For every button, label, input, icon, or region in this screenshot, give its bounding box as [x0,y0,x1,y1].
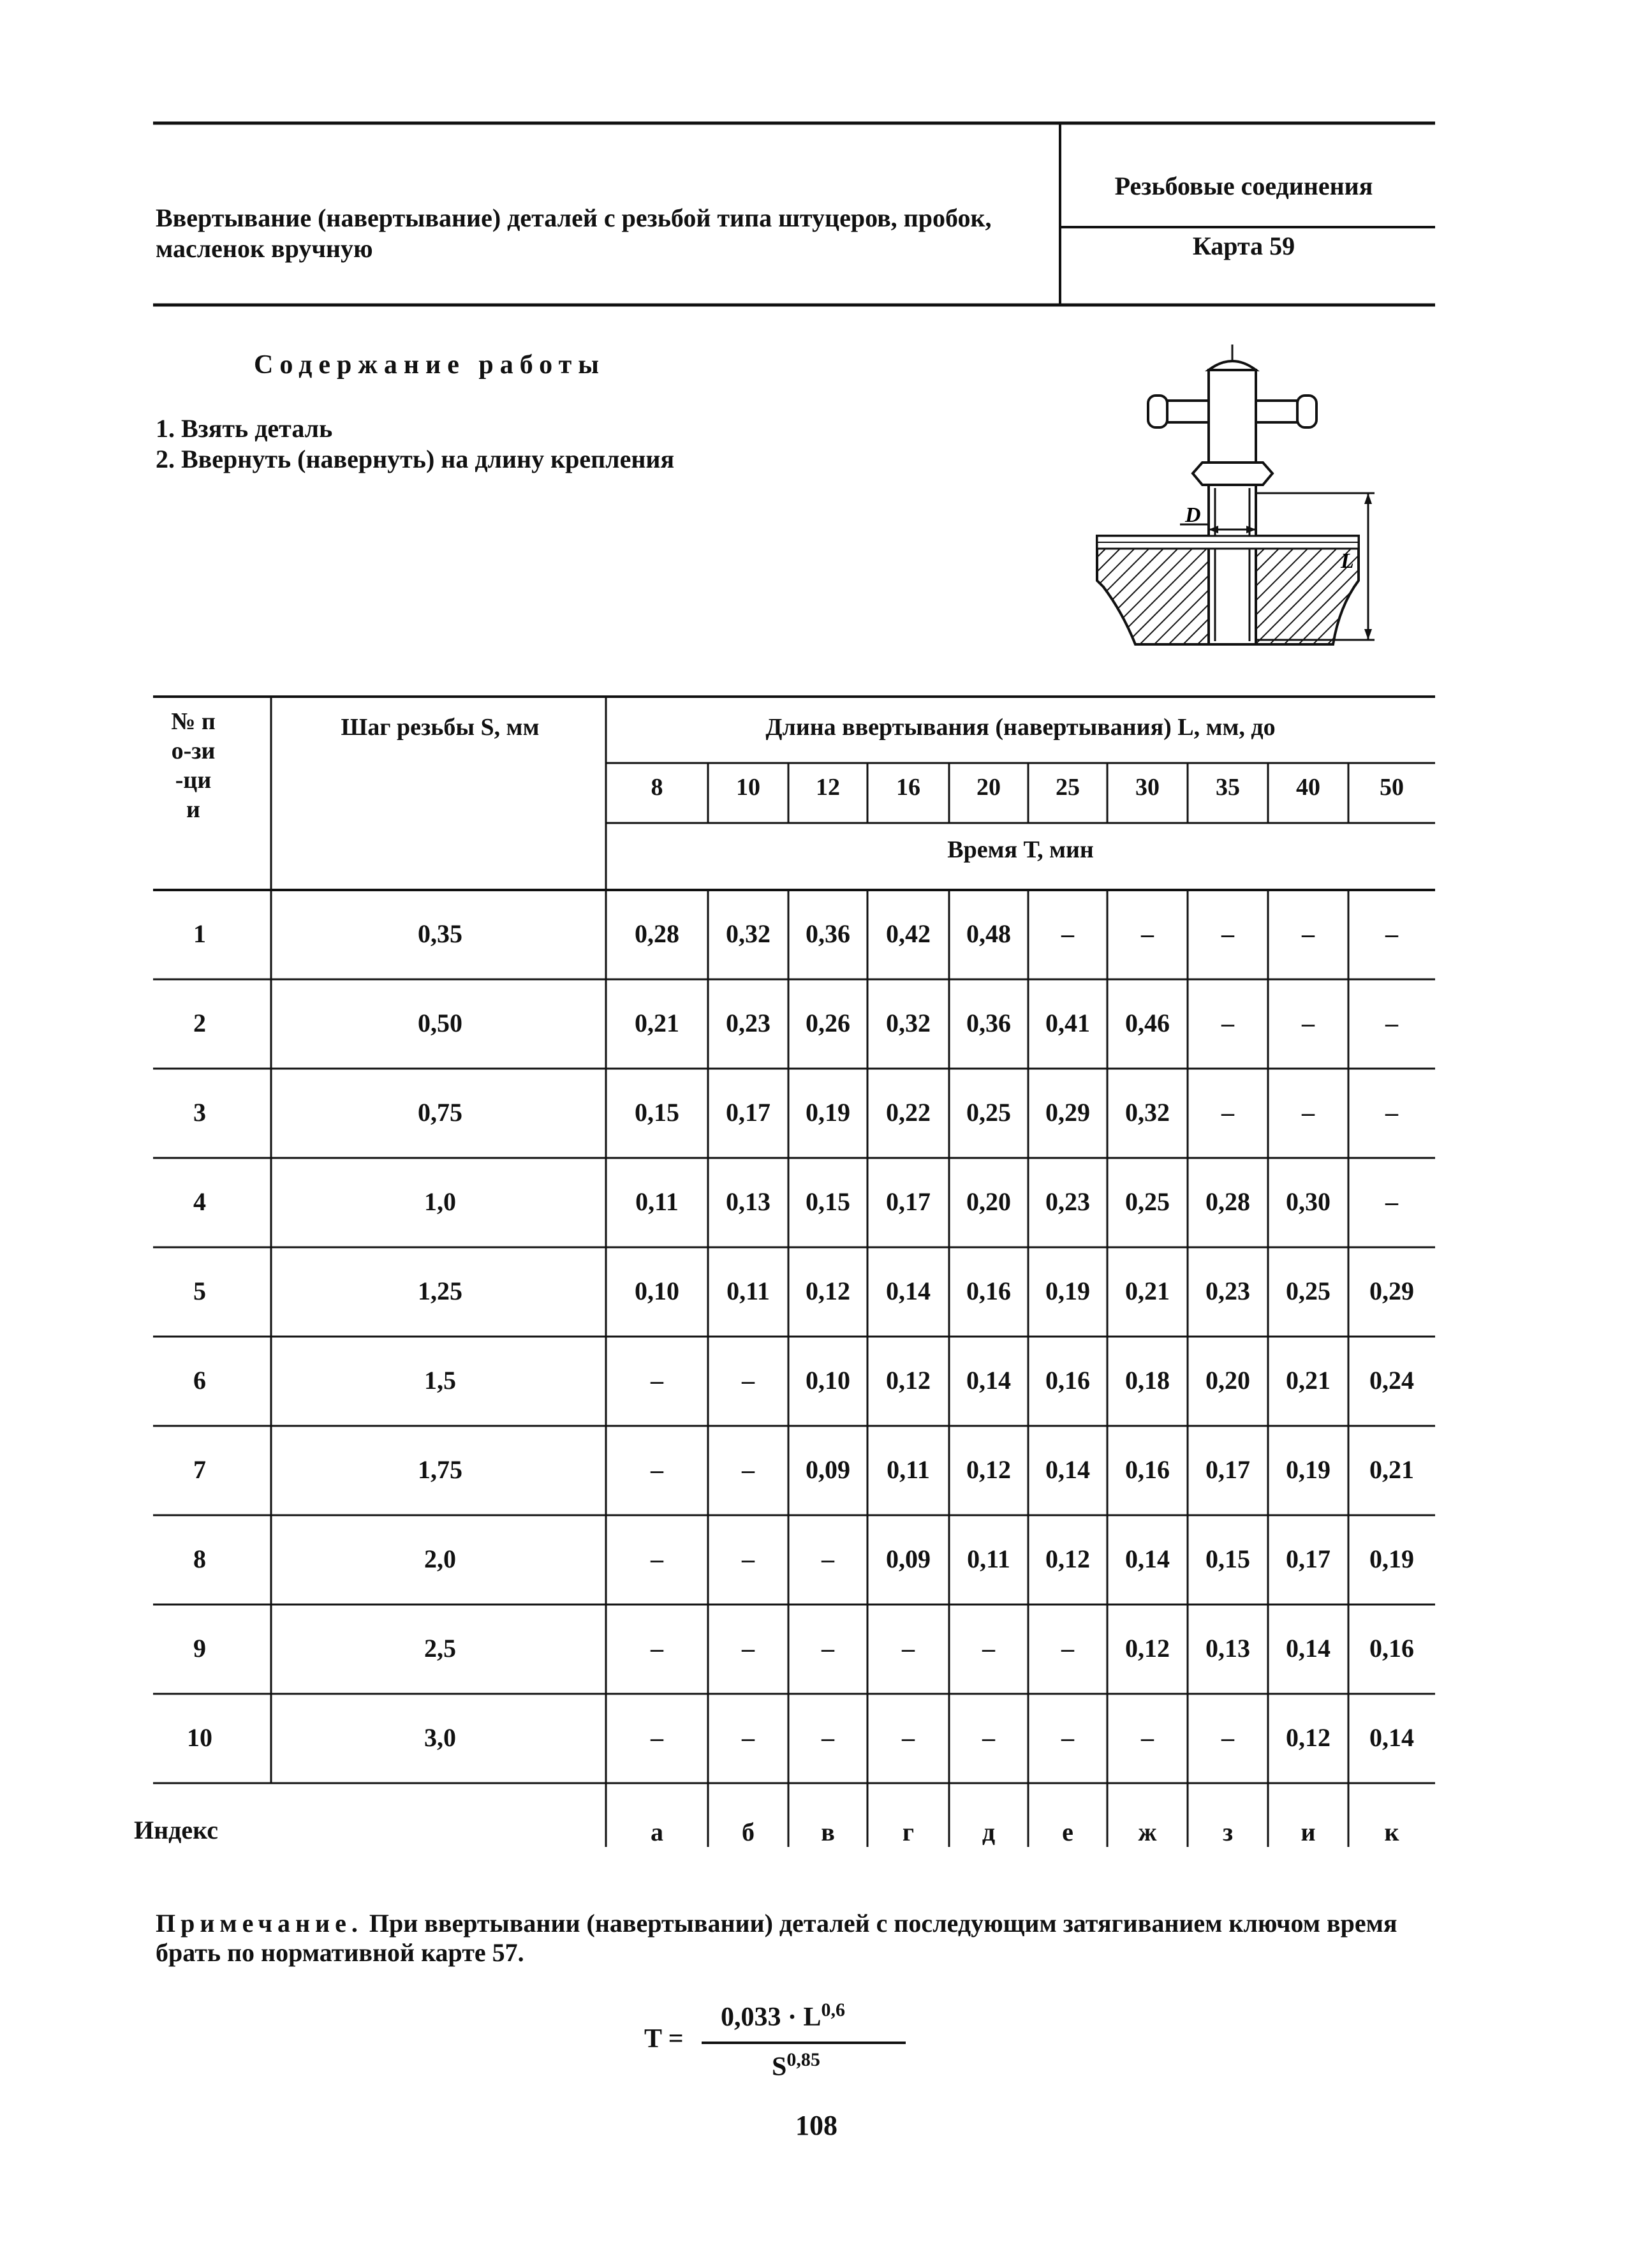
time-cell: 0,32 [1125,1098,1170,1127]
time-cell: – [742,1723,755,1752]
note-text: При ввертывании (навертывании) деталей с последующим затягиванием ключом время брать по нормативной карте 57. [156,1909,1397,1967]
work-step: 1. Взять деталь [156,414,333,443]
time-cell: 0,12 [886,1366,931,1395]
time-label: Время Т, мин [947,836,1094,863]
time-cell: 0,18 [1125,1366,1170,1395]
work-step: 2. Ввернуть (навернуть) на длину крепления [156,445,675,473]
index-label: Индекс [134,1816,218,1844]
time-cell: – [1385,1009,1398,1037]
time-cell: 0,10 [806,1366,850,1395]
time-cell: – [1221,1009,1234,1037]
index-cell: к [1384,1818,1399,1846]
dimension-d-label: D [1185,503,1201,527]
time-cell: 0,17 [1205,1455,1250,1484]
time-cell: 0,09 [806,1455,850,1484]
time-cell: 0,12 [966,1455,1011,1484]
time-cell: 0,11 [726,1277,770,1305]
card-number: Карта 59 [1192,232,1295,260]
time-cell: – [1385,1098,1398,1127]
time-cell: 0,14 [1045,1455,1090,1484]
length-header-cell: 50 [1380,774,1404,801]
time-cell: 0,20 [966,1187,1011,1216]
time-cell: – [1141,919,1154,948]
col-position-header: № по-зи-ции [171,708,216,823]
time-cell: – [742,1455,755,1484]
time-cell: 0,22 [886,1098,931,1127]
length-header-cell: 40 [1296,774,1320,801]
formula-lhs: T = [644,2024,684,2054]
time-cell: 0,42 [886,919,931,948]
row-position: 10 [187,1723,212,1752]
formula-numerator: 0,033 · L$^{0,6}$ [721,1999,846,2032]
time-cell: 0,48 [966,919,1011,948]
row-thread-step: 2,5 [424,1634,456,1663]
time-cell: 0,29 [1045,1098,1090,1127]
time-cell: 0,12 [806,1277,850,1305]
length-header-cell: 35 [1216,774,1240,801]
time-cell: 0,46 [1125,1009,1170,1037]
time-cell: 0,23 [726,1009,770,1037]
row-thread-step: 1,75 [418,1455,462,1484]
row-position: 7 [193,1455,206,1484]
row-thread-step: 0,75 [418,1098,462,1127]
time-cell: 0,41 [1045,1009,1090,1037]
time-cell: 0,16 [966,1277,1011,1305]
time-cell: – [1061,1634,1074,1663]
dimension-l-label: L [1341,549,1354,573]
index-cell: б [742,1818,755,1846]
time-cell: 0,11 [635,1187,679,1216]
time-cell: – [982,1723,995,1752]
index-cell: е [1062,1818,1073,1846]
time-cell: 0,12 [1125,1634,1170,1663]
time-cell: – [902,1723,915,1752]
row-position: 8 [193,1545,206,1573]
time-cell: 0,19 [1286,1455,1330,1484]
time-cell: 0,20 [1205,1366,1250,1395]
time-cell: 0,14 [966,1366,1011,1395]
time-cell: 0,14 [1125,1545,1170,1573]
row-position: 6 [193,1366,206,1395]
time-cell: – [1221,1098,1234,1127]
index-cell: ж [1138,1818,1157,1846]
row-position: 5 [193,1277,206,1305]
card-title: Ввертывание (навертывание) деталей с резьбой типа штуцеров, пробок, масленок вручную [156,204,992,263]
time-cell: – [902,1634,915,1663]
time-cell: 0,36 [966,1009,1011,1037]
index-cell: д [982,1818,996,1846]
time-cell: 0,15 [1205,1545,1250,1573]
time-cell: – [651,1723,663,1752]
time-cell: 0,11 [967,1545,1010,1573]
length-header-cell: 12 [816,774,840,801]
index-cell: г [902,1818,915,1846]
time-cell: 0,21 [1369,1455,1414,1484]
time-cell: 0,28 [635,919,679,948]
time-cell: 0,25 [1125,1187,1170,1216]
time-cell: – [1061,1723,1074,1752]
time-cell: 0,32 [886,1009,931,1037]
time-cell: – [742,1366,755,1395]
page-number: 108 [795,2110,837,2141]
row-thread-step: 3,0 [424,1723,456,1752]
formula-denominator: S$^{0,85}$ [772,2049,820,2082]
row-position: 2 [193,1009,206,1037]
time-cell: – [1302,919,1315,948]
time-cell: 0,14 [1369,1723,1414,1752]
time-cell: – [651,1455,663,1484]
row-thread-step: 1,0 [424,1187,456,1216]
length-header-cell: 20 [977,774,1001,801]
row-position: 9 [193,1634,206,1663]
row-position: 4 [193,1187,206,1216]
length-header-cell: 30 [1135,774,1160,801]
time-cell: 0,09 [886,1545,931,1573]
time-cell: 0,21 [1125,1277,1170,1305]
index-cell: и [1301,1818,1316,1846]
length-header-cell: 10 [736,774,760,801]
time-cell: 0,11 [887,1455,930,1484]
time-cell: 0,16 [1369,1634,1414,1663]
time-cell: 0,25 [1286,1277,1330,1305]
time-cell: 0,21 [635,1009,679,1037]
time-cell: 0,19 [806,1098,850,1127]
card-category: Резьбовые соединения [1114,172,1373,200]
time-cell: – [1302,1009,1315,1037]
time-cell: – [742,1545,755,1573]
time-cell: 0,13 [1205,1634,1250,1663]
time-cell: 0,12 [1286,1723,1330,1752]
time-cell: – [822,1545,834,1573]
time-cell: – [822,1634,834,1663]
time-cell: 0,12 [1045,1545,1090,1573]
time-cell: – [1221,1723,1234,1752]
time-cell: – [1385,919,1398,948]
fraction-bar [702,2042,906,2044]
time-cell: 0,26 [806,1009,850,1037]
length-header-cell: 25 [1056,774,1080,801]
row-thread-step: 1,5 [424,1366,456,1395]
index-cell: а [651,1818,663,1846]
time-cell: 0,17 [886,1187,931,1216]
row-thread-step: 0,50 [418,1009,462,1037]
time-cell: – [1385,1187,1398,1216]
time-cell: 0,10 [635,1277,679,1305]
col-length-header: Длина ввертывания (навертывания) L, мм, до [765,714,1276,741]
time-cell: 0,36 [806,919,850,948]
note-label: Примечание. [156,1909,363,1938]
time-cell: 0,14 [1286,1634,1330,1663]
index-cell: з [1222,1818,1234,1846]
time-cell: 0,32 [726,919,770,948]
time-cell: 0,24 [1369,1366,1414,1395]
time-cell: 0,19 [1045,1277,1090,1305]
time-cell: 0,16 [1045,1366,1090,1395]
time-cell: – [651,1545,663,1573]
row-position: 1 [193,919,206,948]
row-thread-step: 0,35 [418,919,462,948]
time-cell: 0,15 [635,1098,679,1127]
formula [644,1992,925,2087]
time-cell: – [822,1723,834,1752]
time-cell: – [1141,1723,1154,1752]
length-header-cell: 16 [896,774,920,801]
time-cell: 0,16 [1125,1455,1170,1484]
time-cell: 0,19 [1369,1545,1414,1573]
note [156,1909,1431,1968]
time-cell: 0,29 [1369,1277,1414,1305]
length-header-cell: 8 [651,774,663,801]
time-cell: – [1221,919,1234,948]
time-cell: – [982,1634,995,1663]
time-cell: – [1061,919,1074,948]
col-thread-step-header: Шаг резьбы S, мм [341,714,540,741]
time-cell: 0,23 [1045,1187,1090,1216]
row-thread-step: 2,0 [424,1545,456,1573]
index-cell: в [821,1818,835,1846]
time-cell: 0,14 [886,1277,931,1305]
row-position: 3 [193,1098,206,1127]
time-cell: 0,25 [966,1098,1011,1127]
time-cell: – [651,1366,663,1395]
time-cell: 0,17 [1286,1545,1330,1573]
time-cell: 0,17 [726,1098,770,1127]
time-cell: – [742,1634,755,1663]
time-cell: 0,21 [1286,1366,1330,1395]
time-cell: – [1302,1098,1315,1127]
time-cell: 0,13 [726,1187,770,1216]
time-cell: 0,23 [1205,1277,1250,1305]
work-content-title: Содержание работы [254,350,606,380]
row-thread-step: 1,25 [418,1277,462,1305]
time-cell: 0,28 [1205,1187,1250,1216]
time-cell: 0,15 [806,1187,850,1216]
time-cell: 0,30 [1286,1187,1330,1216]
time-cell: – [651,1634,663,1663]
